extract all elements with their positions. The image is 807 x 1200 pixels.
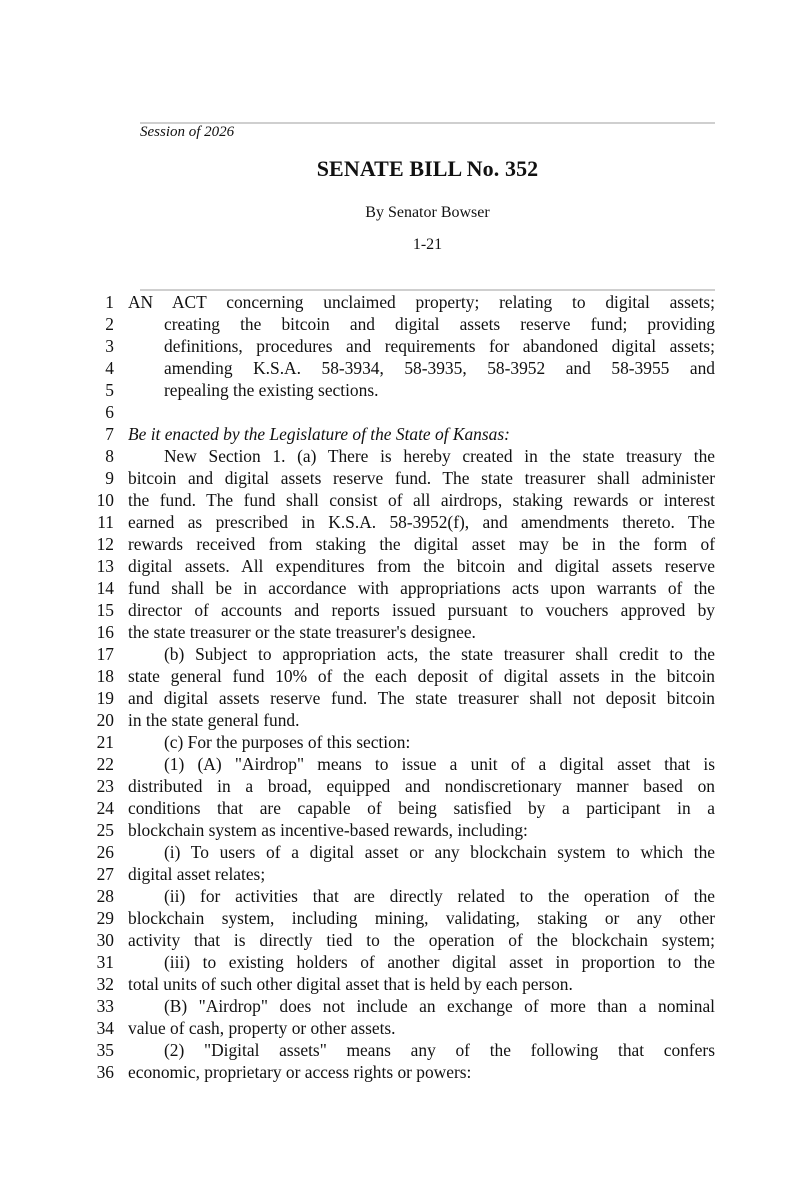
- line-number: 31: [96, 952, 114, 972]
- line-text: the fund. The fund shall consist of all airdrops, staking rewards or interest: [128, 490, 715, 510]
- bill-line: [0, 819, 807, 841]
- line-number: 25: [96, 820, 114, 840]
- line-number: 5: [105, 380, 114, 400]
- bill-title: SENATE BILL No. 352: [316, 156, 539, 181]
- line-text: (iii) to existing holders of another digital asset in proportion to the: [164, 952, 715, 972]
- line-number: 29: [96, 908, 114, 928]
- bill-line: [0, 291, 807, 313]
- line-number: 19: [96, 688, 114, 708]
- line-text: conditions that are capable of being satisfied by a participant in a: [128, 798, 715, 818]
- bill-line: [0, 445, 807, 467]
- line-text: (b) Subject to appropriation acts, the state treasurer shall credit to the: [164, 644, 715, 664]
- line-number: 34: [96, 1018, 114, 1038]
- line-text: earned as prescribed in K.S.A. 58-3952(f), and amendments thereto. The: [128, 512, 715, 532]
- bill-line: [0, 951, 807, 973]
- bill-line: [0, 401, 807, 423]
- line-text: (i) To users of a digital asset or any blockchain system to which the: [164, 842, 715, 862]
- line-number: 35: [96, 1040, 114, 1060]
- bill-line: [0, 731, 807, 753]
- line-number: 15: [96, 600, 114, 620]
- line-number: 22: [96, 754, 114, 774]
- bill-line: [0, 709, 807, 731]
- bill-line: [0, 423, 807, 445]
- bill-sponsor: By Senator Bowser: [365, 204, 490, 221]
- line-number: 9: [105, 468, 114, 488]
- bill-line: [0, 313, 807, 335]
- line-number: 23: [96, 776, 114, 796]
- line-text: creating the bitcoin and digital assets reserve fund; providing: [164, 314, 715, 334]
- line-number: 21: [96, 732, 114, 752]
- bill-line: [0, 665, 807, 687]
- line-text: economic, proprietary or access rights or powers:: [128, 1062, 472, 1082]
- bill-line: [0, 995, 807, 1017]
- line-text: activity that is directly tied to the operation of the blockchain system;: [128, 930, 715, 950]
- bill-line: [0, 863, 807, 885]
- line-text: state general fund 10% of the each deposit of digital assets in the bitcoin: [128, 666, 715, 686]
- line-number: 17: [96, 644, 114, 664]
- bill-line: [0, 643, 807, 665]
- line-number: 6: [105, 402, 114, 422]
- bill-line: [0, 489, 807, 511]
- bill-line: [0, 511, 807, 533]
- line-text: in the state general fund.: [128, 710, 300, 730]
- line-text: distributed in a broad, equipped and nondiscretionary manner based on: [128, 776, 715, 796]
- line-number: 8: [105, 446, 114, 466]
- bill-date: 1-21: [412, 236, 443, 253]
- line-text: Be it enacted by the Legislature of the State of Kansas:: [128, 424, 510, 444]
- bill-body: [0, 291, 807, 1083]
- bill-line: [0, 775, 807, 797]
- session-label: Session of 2026: [140, 124, 235, 140]
- bill-line: [0, 687, 807, 709]
- line-text: blockchain system, including mining, validating, staking or any other: [128, 908, 715, 928]
- bill-line: [0, 335, 807, 357]
- bill-line: [0, 467, 807, 489]
- line-number: 3: [105, 336, 114, 356]
- line-number: 12: [96, 534, 114, 554]
- bill-line: [0, 929, 807, 951]
- line-text: digital assets. All expenditures from the bitcoin and digital assets reserve: [128, 556, 715, 576]
- bill-line: [0, 753, 807, 775]
- bill-line: [0, 907, 807, 929]
- bill-line: [0, 379, 807, 401]
- bill-line: [0, 1061, 807, 1083]
- bill-line: [0, 555, 807, 577]
- line-text: total units of such other digital asset that is held by each person.: [128, 974, 573, 994]
- line-text: and digital assets reserve fund. The state treasurer shall not deposit bitcoin: [128, 688, 715, 708]
- bill-line: [0, 797, 807, 819]
- line-number: 32: [96, 974, 114, 994]
- line-number: 11: [97, 512, 114, 532]
- line-number: 28: [96, 886, 114, 906]
- line-text: amending K.S.A. 58-3934, 58-3935, 58-3952 and 58-3955 and: [164, 358, 715, 378]
- bill-line: [0, 599, 807, 621]
- line-text: (c) For the purposes of this section:: [164, 732, 411, 752]
- line-text: blockchain system as incentive-based rewards, including:: [128, 820, 528, 840]
- bill-line: [0, 1039, 807, 1061]
- line-text: value of cash, property or other assets.: [128, 1018, 396, 1038]
- line-number: 30: [96, 930, 114, 950]
- line-text: digital asset relates;: [128, 864, 266, 884]
- line-number: 7: [105, 424, 114, 444]
- line-text: director of accounts and reports issued pursuant to vouchers approved by: [128, 600, 715, 620]
- line-text: (2) "Digital assets" means any of the following that confers: [164, 1040, 715, 1060]
- line-number: 13: [96, 556, 114, 576]
- bill-line: [0, 577, 807, 599]
- bill-line: [0, 357, 807, 379]
- line-text: bitcoin and digital assets reserve fund. The state treasurer shall administer: [128, 468, 715, 488]
- line-number: 14: [96, 578, 114, 598]
- line-number: 18: [96, 666, 114, 686]
- line-text: definitions, procedures and requirements for abandoned digital assets;: [164, 336, 715, 356]
- line-number: 36: [96, 1062, 114, 1082]
- line-text: rewards received from staking the digital asset may be in the form of: [128, 534, 715, 554]
- line-number: 33: [96, 996, 114, 1016]
- line-number: 4: [105, 358, 114, 378]
- bill-line: [0, 841, 807, 863]
- line-text: (B) "Airdrop" does not include an exchange of more than a nominal: [164, 996, 715, 1016]
- line-text: the state treasurer or the state treasurer's designee.: [128, 622, 476, 642]
- bill-line: [0, 885, 807, 907]
- line-number: 16: [96, 622, 114, 642]
- bill-line: [0, 1017, 807, 1039]
- line-text: (1) (A) "Airdrop" means to issue a unit of a digital asset that is: [164, 754, 715, 774]
- line-number: 2: [105, 314, 114, 334]
- line-number: 24: [96, 798, 114, 818]
- line-text: New Section 1. (a) There is hereby created in the state treasury the: [164, 446, 715, 466]
- line-number: 1: [105, 292, 114, 312]
- line-text: (ii) for activities that are directly related to the operation of the: [164, 886, 715, 906]
- line-number: 10: [96, 490, 114, 510]
- line-text: fund shall be in accordance with appropriations acts upon warrants of the: [128, 578, 715, 598]
- bill-line: [0, 621, 807, 643]
- line-number: 27: [96, 864, 114, 884]
- line-number: 20: [96, 710, 114, 730]
- line-text: AN ACT concerning unclaimed property; relating to digital assets;: [128, 292, 715, 312]
- line-text: repealing the existing sections.: [164, 380, 379, 400]
- bill-line: [0, 973, 807, 995]
- bill-line: [0, 533, 807, 555]
- line-number: 26: [96, 842, 114, 862]
